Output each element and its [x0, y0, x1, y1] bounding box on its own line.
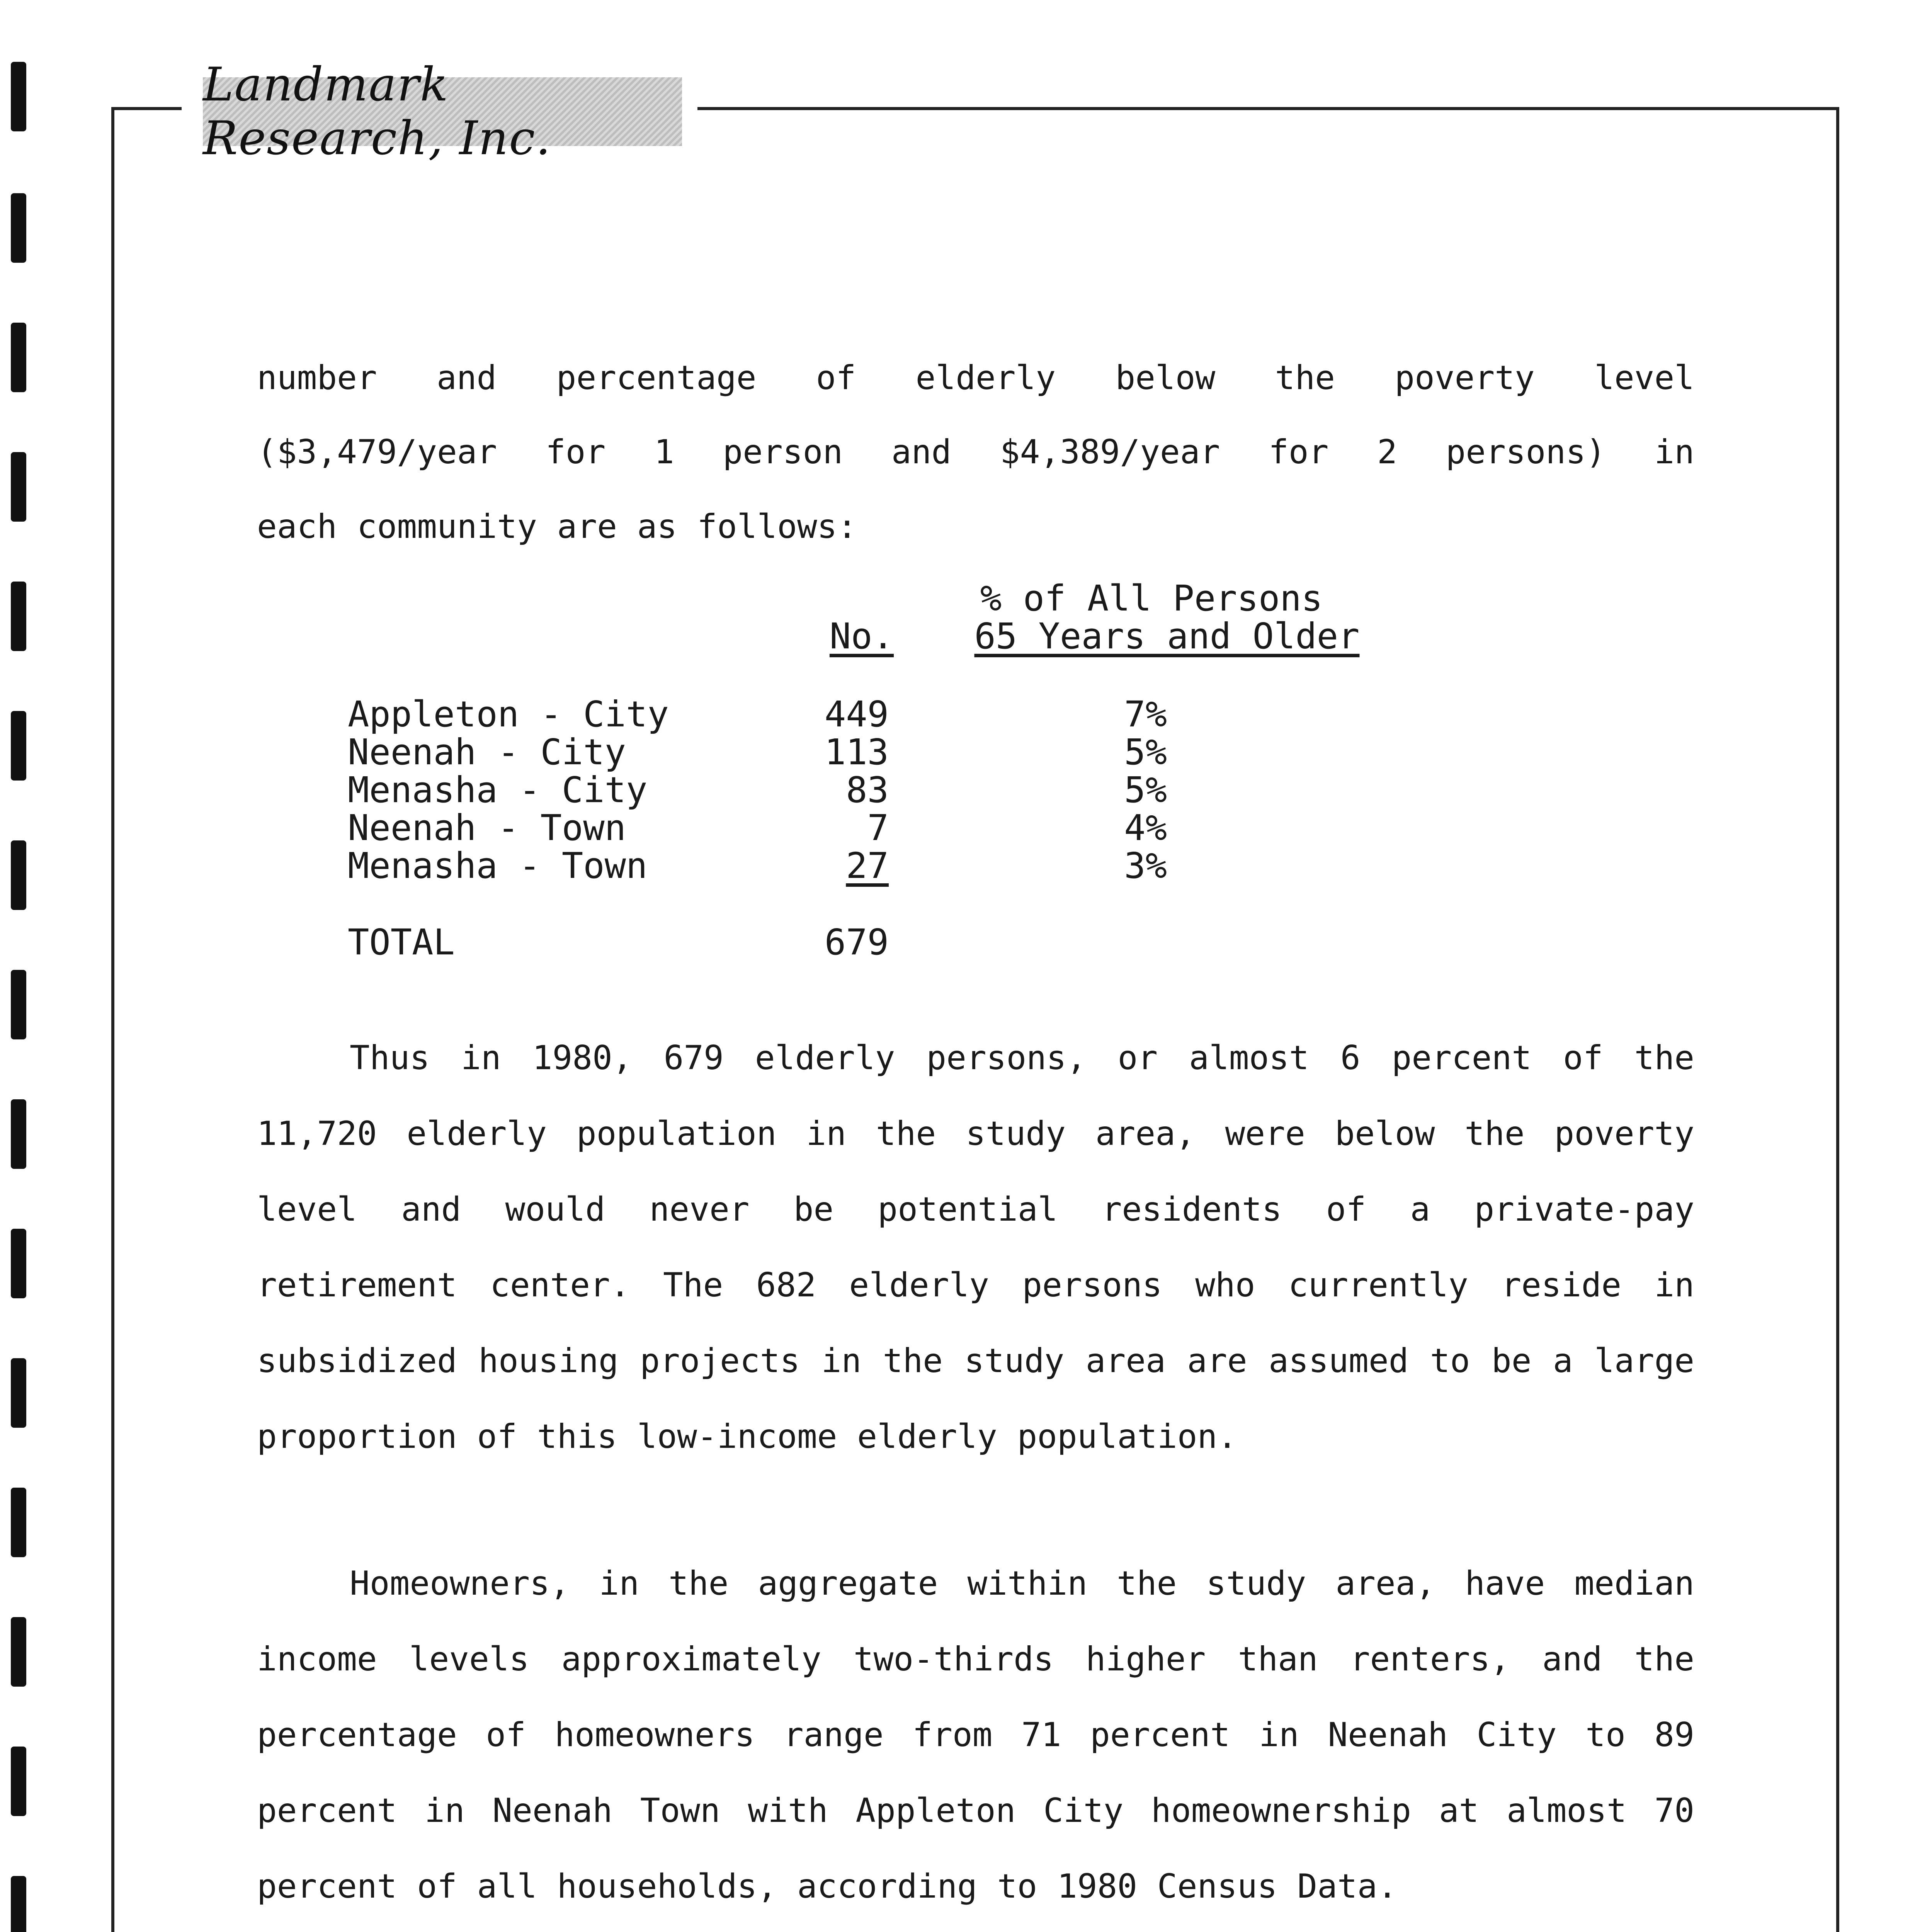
punch-mark — [11, 193, 26, 263]
punch-mark — [11, 1876, 26, 1932]
community-name: Appleton - City — [348, 694, 669, 735]
company-logo — [203, 58, 682, 165]
community-name: Neenah - Town — [348, 807, 626, 849]
intro-line-3: each community are as follows: — [257, 507, 857, 546]
punch-mark — [11, 1617, 26, 1687]
punch-mark — [11, 840, 26, 910]
community-name: Menasha - City — [348, 769, 648, 811]
table-row — [348, 733, 626, 771]
punch-mark — [11, 1358, 26, 1428]
row-no: 83 — [846, 769, 889, 811]
table-row — [348, 809, 626, 847]
paragraph-text: Thus in 1980, 679 elderly persons, or almost 6 percent of the 11,720 elderly population in the study area, were below the poverty level and would never be potential residents of a private-pay retirement center. The 682 elderly persons who currently reside in subsidized housing projects in the study area are assumed to be a large proportion of this low-income elderly population. — [257, 1039, 1694, 1456]
header-no: No. — [829, 616, 894, 657]
punch-mark — [11, 1099, 26, 1169]
punch-mark — [11, 62, 26, 131]
table-row — [348, 696, 669, 733]
total-label: TOTAL — [348, 922, 455, 963]
punch-mark — [11, 711, 26, 781]
row-pct: 4% — [1124, 807, 1167, 849]
table-row — [348, 847, 647, 885]
punch-mark — [11, 452, 26, 522]
logo-text: Landmark Research, Inc. — [203, 58, 551, 165]
total-no: 679 — [824, 922, 889, 963]
punch-mark — [11, 1747, 26, 1816]
row-pct: 7% — [1124, 694, 1167, 735]
row-no: 113 — [824, 731, 889, 773]
intro-line-1: number and percentage of elderly below the poverty level — [257, 359, 1694, 397]
row-pct: 5% — [1124, 769, 1167, 811]
punch-mark — [11, 323, 26, 392]
header-pct-line1: % of All Persons — [980, 578, 1323, 619]
row-pct: 3% — [1124, 845, 1167, 886]
community-name: Menasha - Town — [348, 845, 648, 886]
row-pct: 5% — [1124, 731, 1167, 773]
header-pct-line2: 65 Years and Older — [974, 616, 1360, 657]
paragraph — [257, 1546, 1694, 1924]
paragraph — [257, 1020, 1694, 1475]
row-no: 7 — [867, 807, 889, 849]
punch-mark — [11, 1488, 26, 1557]
row-no: 449 — [824, 694, 889, 735]
paragraph-text: Homeowners, in the aggregate within the study area, have median income levels approximately two-thirds higher than renters, and the percentage of homeowners range from 71 percent in Neenah City to 89 percent in Neenah Town with Appleton City homeownership at almost 70 percent of all households, according to 1980 Census Data. — [257, 1564, 1694, 1906]
punch-mark — [11, 582, 26, 651]
punch-mark — [11, 970, 26, 1039]
punch-mark — [11, 1229, 26, 1298]
table-row — [348, 771, 647, 809]
community-name: Neenah - City — [348, 731, 626, 773]
intro-line-2: ($3,479/year for 1 person and $4,389/year for 2 persons) in — [257, 433, 1694, 471]
row-no: 27 — [846, 845, 889, 886]
